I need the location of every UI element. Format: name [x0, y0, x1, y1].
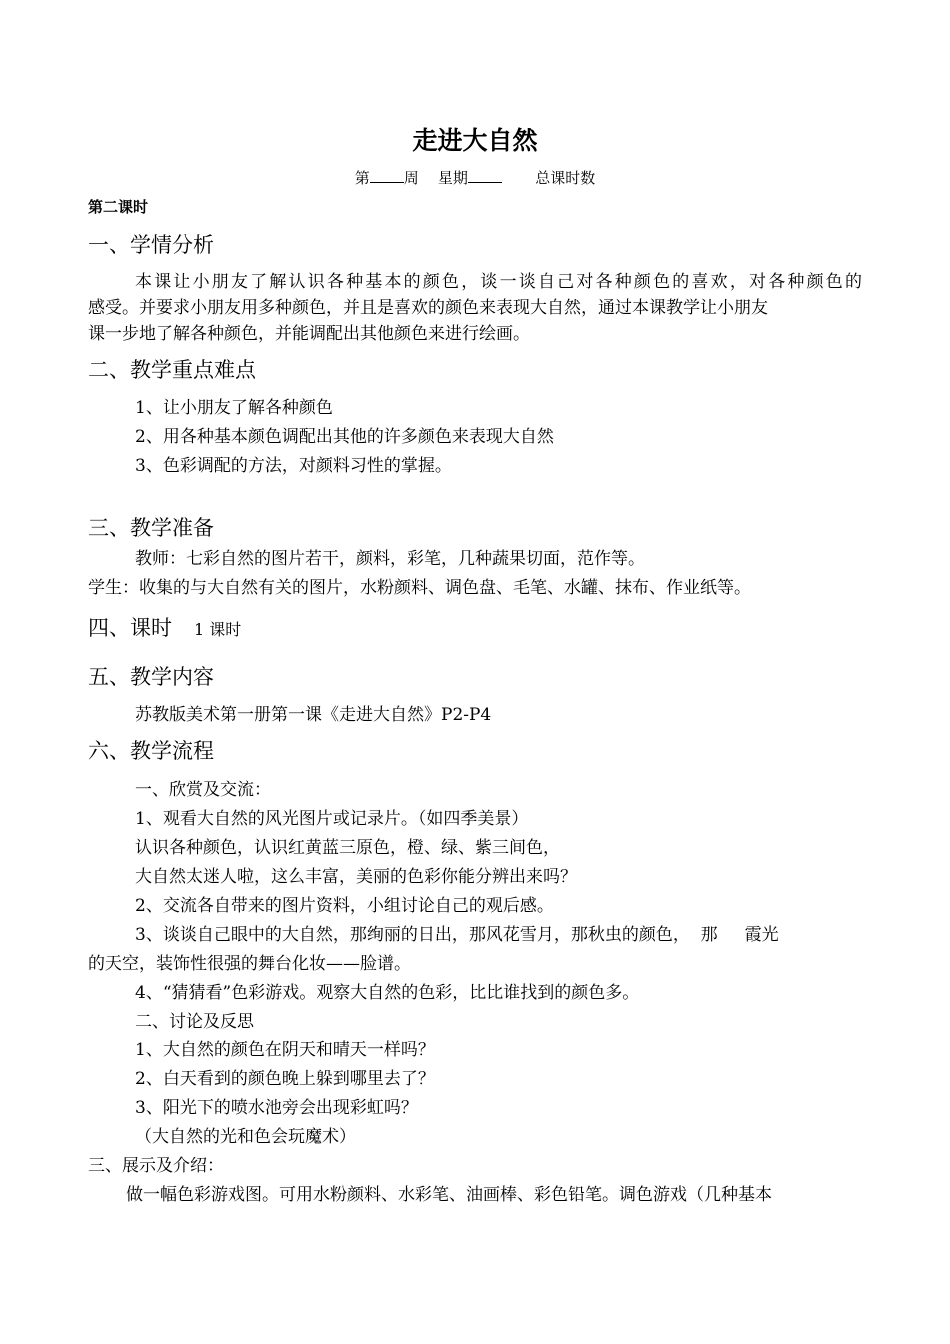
- flow-line-5: 2、交流各自带来的图片资料，小组讨论自己的观后感。: [135, 896, 554, 916]
- page-title: 走进大自然: [412, 126, 538, 155]
- section-heading-6: 六、教学流程: [88, 739, 214, 763]
- weekday-blank: [468, 168, 502, 183]
- flow-line-9: 二、讨论及反思: [135, 1012, 254, 1032]
- flow-line-13: （大自然的光和色会玩魔术）: [135, 1127, 356, 1147]
- section-heading-4: [88, 614, 241, 644]
- section-heading-2: 二、教学重点难点: [88, 358, 256, 382]
- flow-line-4: 大自然太迷人啦，这么丰富，美丽的色彩你能分辨出来吗？: [135, 867, 577, 887]
- flow-line-8: 4、“猜猜看”色彩游戏。观察大自然的色彩，比比谁找到的颜色多。: [135, 983, 640, 1003]
- flow-line-1: 一、欣赏及交流：: [135, 780, 271, 800]
- hours-heading-text: 四、课时: [88, 616, 172, 640]
- lesson-label: 第二课时: [88, 198, 149, 216]
- flow-line-14: 三、展示及介绍：: [88, 1156, 224, 1176]
- key-point-3: 3、色彩调配的方法，对颜料习性的掌握。: [135, 456, 452, 476]
- content-text: 苏教版美术第一册第一课《走进大自然》P2-P4: [135, 705, 492, 725]
- analysis-line-2: 感受。并要求小朋友用多种颜色，并且是喜欢的颜色来表现大自然，通过本课教学让小朋友: [88, 298, 768, 318]
- flow-line-7: 的天空，装饰性很强的舞台化妆——脸谱。: [88, 954, 411, 974]
- prep-teacher: 教师：七彩自然的图片若干，颜料，彩笔，几种蔬果切面，范作等。: [135, 549, 645, 569]
- flow-line-12: 3、阳光下的喷水池旁会出现彩虹吗？: [135, 1098, 418, 1118]
- flow-line-10: 1、大自然的颜色在阴天和晴天一样吗？: [135, 1040, 435, 1060]
- total-hours-label: 总课时数: [535, 169, 596, 187]
- week-suffix: 周: [403, 169, 419, 187]
- hours-value: 1 课时: [194, 620, 242, 639]
- key-point-1: 1、让小朋友了解各种颜色: [135, 398, 333, 418]
- schedule-line: [0, 168, 950, 188]
- flow-line-6: 3、谈谈自己眼中的大自然，那绚丽的日出，那风花雪月，那秋虫的颜色， 那 霞光: [135, 925, 779, 945]
- analysis-line-3: 课一步地了解各种颜色，并能调配出其他颜色来进行绘画。: [88, 324, 530, 344]
- flow-line-3: 认识各种颜色，认识红黄蓝三原色，橙、绿、紫三间色，: [135, 838, 560, 858]
- analysis-line-1: 本课让小朋友了解认识各种基本的颜色，谈一谈自己对各种颜色的喜欢，对各种颜色的: [135, 272, 862, 292]
- week-prefix: 第: [354, 169, 370, 187]
- weekday-label: 星期: [437, 169, 468, 187]
- flow-line-15: 做一幅色彩游戏图。可用水粉颜料、水彩笔、油画棒、彩色铅笔。调色游戏（几种基本: [126, 1185, 772, 1205]
- prep-student: 学生：收集的与大自然有关的图片，水粉颜料、调色盘、毛笔、水罐、抹布、作业纸等。: [88, 578, 751, 598]
- flow-line-2: 1、观看大自然的风光图片或记录片。（如四季美景）: [135, 809, 529, 829]
- section-heading-3: 三、教学准备: [88, 516, 214, 540]
- flow-line-11: 2、白天看到的颜色晚上躲到哪里去了？: [135, 1069, 435, 1089]
- section-heading-5: 五、教学内容: [88, 665, 214, 689]
- section-heading-1: 一、学情分析: [88, 233, 214, 257]
- week-blank: [370, 168, 404, 183]
- key-point-2: 2、用各种基本颜色调配出其他的许多颜色来表现大自然: [135, 427, 554, 447]
